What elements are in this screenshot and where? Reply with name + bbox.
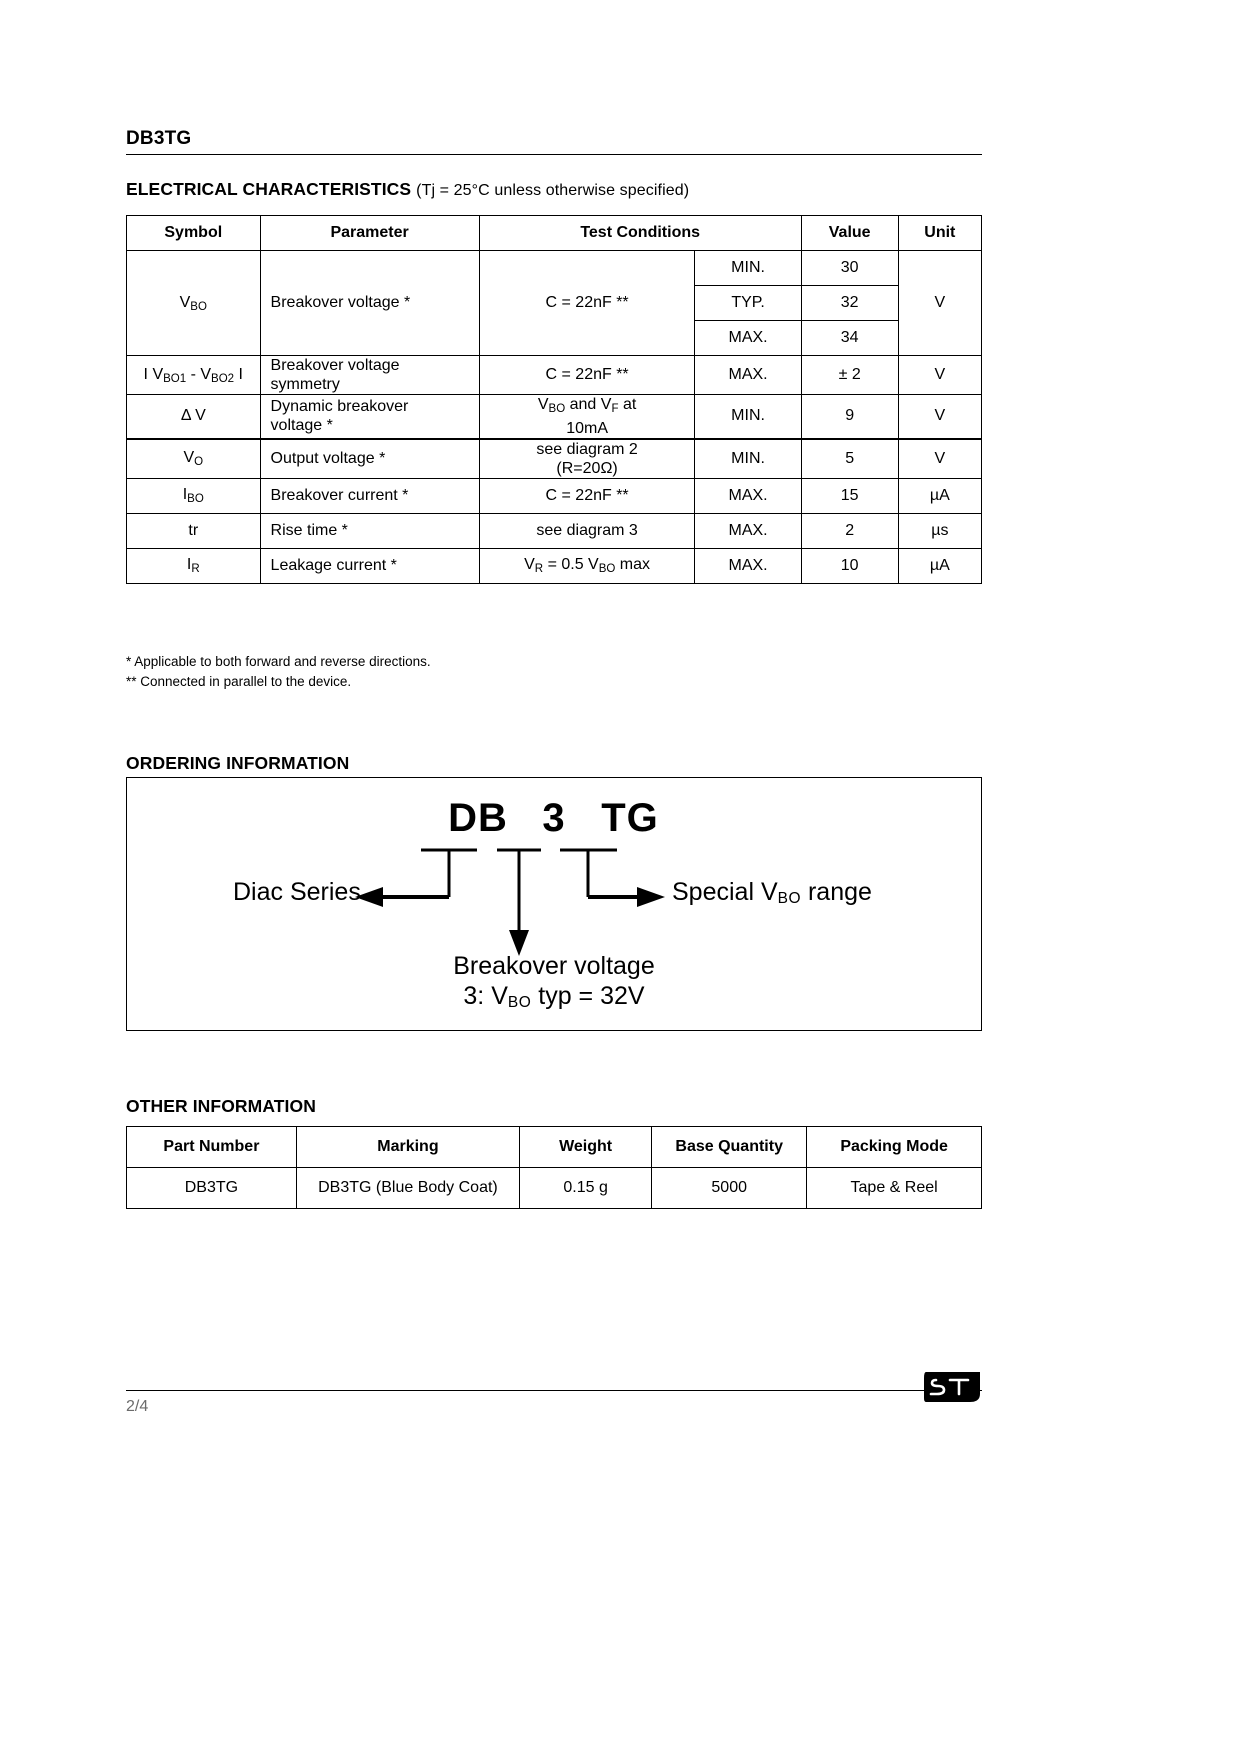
cell-symbol <box>127 439 261 479</box>
cell-weight: 0.15 g <box>520 1168 652 1209</box>
footnote-double-asterisk: ** Connected in parallel to the device. <box>126 674 352 689</box>
other-information-table <box>126 1126 982 1209</box>
column-header-value: Value <box>801 216 898 251</box>
column-header-parameter: Parameter <box>260 216 479 251</box>
cell-test-condition: see diagram 3 <box>479 513 695 548</box>
condition-line-2: (R=20Ω) <box>556 459 618 477</box>
breakover-line-2 <box>127 981 981 1018</box>
cell-unit: µs <box>898 513 981 548</box>
ordering-information-heading: ORDERING INFORMATION <box>126 753 350 773</box>
cell-unit: V <box>898 356 981 395</box>
cell-unit: V <box>898 439 981 479</box>
cell-value: 34 <box>801 321 898 356</box>
parameter-line-1: Breakover voltage <box>270 357 400 374</box>
symbol-main: I <box>182 486 188 504</box>
symbol-subscript: BO <box>190 300 207 313</box>
cell-symbol <box>127 478 261 513</box>
cell-limit: MIN. <box>695 251 801 286</box>
document-header <box>126 128 982 155</box>
cell-parameter <box>260 356 479 395</box>
cell-value: 10 <box>801 548 898 583</box>
symbol-subscript: BO <box>187 493 204 506</box>
footnote-single-asterisk: * Applicable to both forward and reverse directions. <box>126 654 431 669</box>
symbol-main: V <box>183 449 195 467</box>
breakover-line-1: Breakover voltage <box>453 952 655 980</box>
ordering-label-special-range <box>672 878 872 908</box>
st-logo-icon <box>922 1370 984 1404</box>
cell-value: ± 2 <box>801 356 898 395</box>
cell-value: 32 <box>801 286 898 321</box>
cell-parameter: Rise time * <box>260 513 479 548</box>
cell-limit: MAX. <box>695 321 801 356</box>
cell-value: 15 <box>801 478 898 513</box>
table-row <box>127 395 982 439</box>
cell-unit: V <box>898 251 981 356</box>
other-information-heading: OTHER INFORMATION <box>126 1096 316 1116</box>
table-row <box>127 251 982 286</box>
cell-symbol <box>127 251 261 356</box>
cell-unit: µA <box>898 548 981 583</box>
breakover-subscript: BO <box>507 994 532 1012</box>
table-row <box>127 513 982 548</box>
special-range-suffix: range <box>801 878 872 906</box>
special-range-prefix: Special V <box>672 878 778 906</box>
cell-unit: µA <box>898 478 981 513</box>
cell-value: 30 <box>801 251 898 286</box>
cell-test-condition <box>479 395 695 439</box>
column-header-base-quantity: Base Quantity <box>652 1127 807 1168</box>
parameter-line-2: symmetry <box>270 376 340 393</box>
electrical-characteristics-heading <box>126 179 689 200</box>
table-row <box>127 478 982 513</box>
code-segment-special: TG <box>601 796 659 840</box>
column-header-part-number: Part Number <box>127 1127 297 1168</box>
column-header-weight: Weight <box>520 1127 652 1168</box>
electrical-characteristics-table <box>126 215 982 584</box>
column-header-unit: Unit <box>898 216 981 251</box>
cell-marking: DB3TG (Blue Body Coat) <box>296 1168 519 1209</box>
cell-limit: MAX. <box>695 356 801 395</box>
cell-limit: TYP. <box>695 286 801 321</box>
symbol-main: V <box>179 293 191 311</box>
cell-test-condition: C = 22nF ** <box>479 251 695 356</box>
table-row <box>127 548 982 583</box>
cell-limit: MAX. <box>695 513 801 548</box>
cell-symbol: I $V_{BO1} - V_{BO2}$ I <box>127 356 261 395</box>
table-header-row <box>127 216 982 251</box>
electrical-heading-bold: ELECTRICAL CHARACTERISTICS <box>126 179 412 199</box>
column-header-packing-mode: Packing Mode <box>807 1127 982 1168</box>
parameter-line-1: Dynamic breakover <box>270 398 409 416</box>
cell-packing-mode: Tape & Reel <box>807 1168 982 1209</box>
symbol-subscript: R <box>191 563 200 576</box>
table-row <box>127 439 982 479</box>
cell-value: 9 <box>801 395 898 439</box>
symbol-main: I <box>186 556 192 574</box>
cell-limit: MIN. <box>695 439 801 479</box>
condition-line-2: 10mA <box>566 419 608 437</box>
column-header-test-conditions: Test Conditions <box>479 216 801 251</box>
ordering-label-breakover-voltage <box>127 951 981 1018</box>
symbol-subscript: O <box>194 456 204 469</box>
cell-parameter: Breakover current * <box>260 478 479 513</box>
cell-test-condition <box>479 439 695 479</box>
cell-limit: MAX. <box>695 548 801 583</box>
page-title: DB3TG <box>126 128 192 149</box>
column-header-symbol: Symbol <box>127 216 261 251</box>
cell-limit: MAX. <box>695 478 801 513</box>
table-footnotes <box>126 652 431 692</box>
cell-symbol: Δ V <box>127 395 261 439</box>
breakover-suffix: typ = 32V <box>531 982 645 1010</box>
code-segment-series: DB <box>448 796 508 840</box>
header-divider <box>126 154 982 155</box>
cell-limit: MIN. <box>695 395 801 439</box>
table-header-row <box>127 1127 982 1168</box>
cell-test-condition: C = 22nF ** <box>479 356 695 395</box>
cell-parameter: Output voltage * <box>260 439 479 479</box>
cell-value: 5 <box>801 439 898 479</box>
cell-value: 2 <box>801 513 898 548</box>
cell-parameter <box>260 395 479 439</box>
page-number: 2/4 <box>126 1398 149 1415</box>
cell-symbol: tr <box>127 513 261 548</box>
cell-test-condition: $V_R = 0.5$ $V_{BO}$ max <box>479 548 695 583</box>
column-header-marking: Marking <box>296 1127 519 1168</box>
special-range-subscript: BO <box>777 890 802 908</box>
ordering-label-diac-series: Diac Series <box>233 878 361 906</box>
condition-line-1: $V_{BO}$ and $V_F$ at <box>537 396 637 415</box>
parameter-line-2: voltage * <box>270 417 333 435</box>
electrical-heading-condition: (Tj = 25°C unless otherwise specified) <box>416 182 690 199</box>
cell-test-condition: C = 22nF ** <box>479 478 695 513</box>
table-row <box>127 1168 982 1209</box>
footer-divider <box>126 1390 982 1391</box>
cell-parameter: Leakage current * <box>260 548 479 583</box>
condition-line-1: see diagram 2 <box>536 440 638 458</box>
cell-base-quantity: 5000 <box>652 1168 807 1209</box>
code-segment-voltage: 3 <box>542 796 566 840</box>
table-row <box>127 356 982 395</box>
ordering-information-diagram <box>126 777 982 1031</box>
cell-parameter: Breakover voltage * <box>260 251 479 356</box>
cell-part-number: DB3TG <box>127 1168 297 1209</box>
cell-symbol <box>127 548 261 583</box>
cell-unit: V <box>898 395 981 439</box>
breakover-prefix: 3: V <box>463 982 508 1010</box>
